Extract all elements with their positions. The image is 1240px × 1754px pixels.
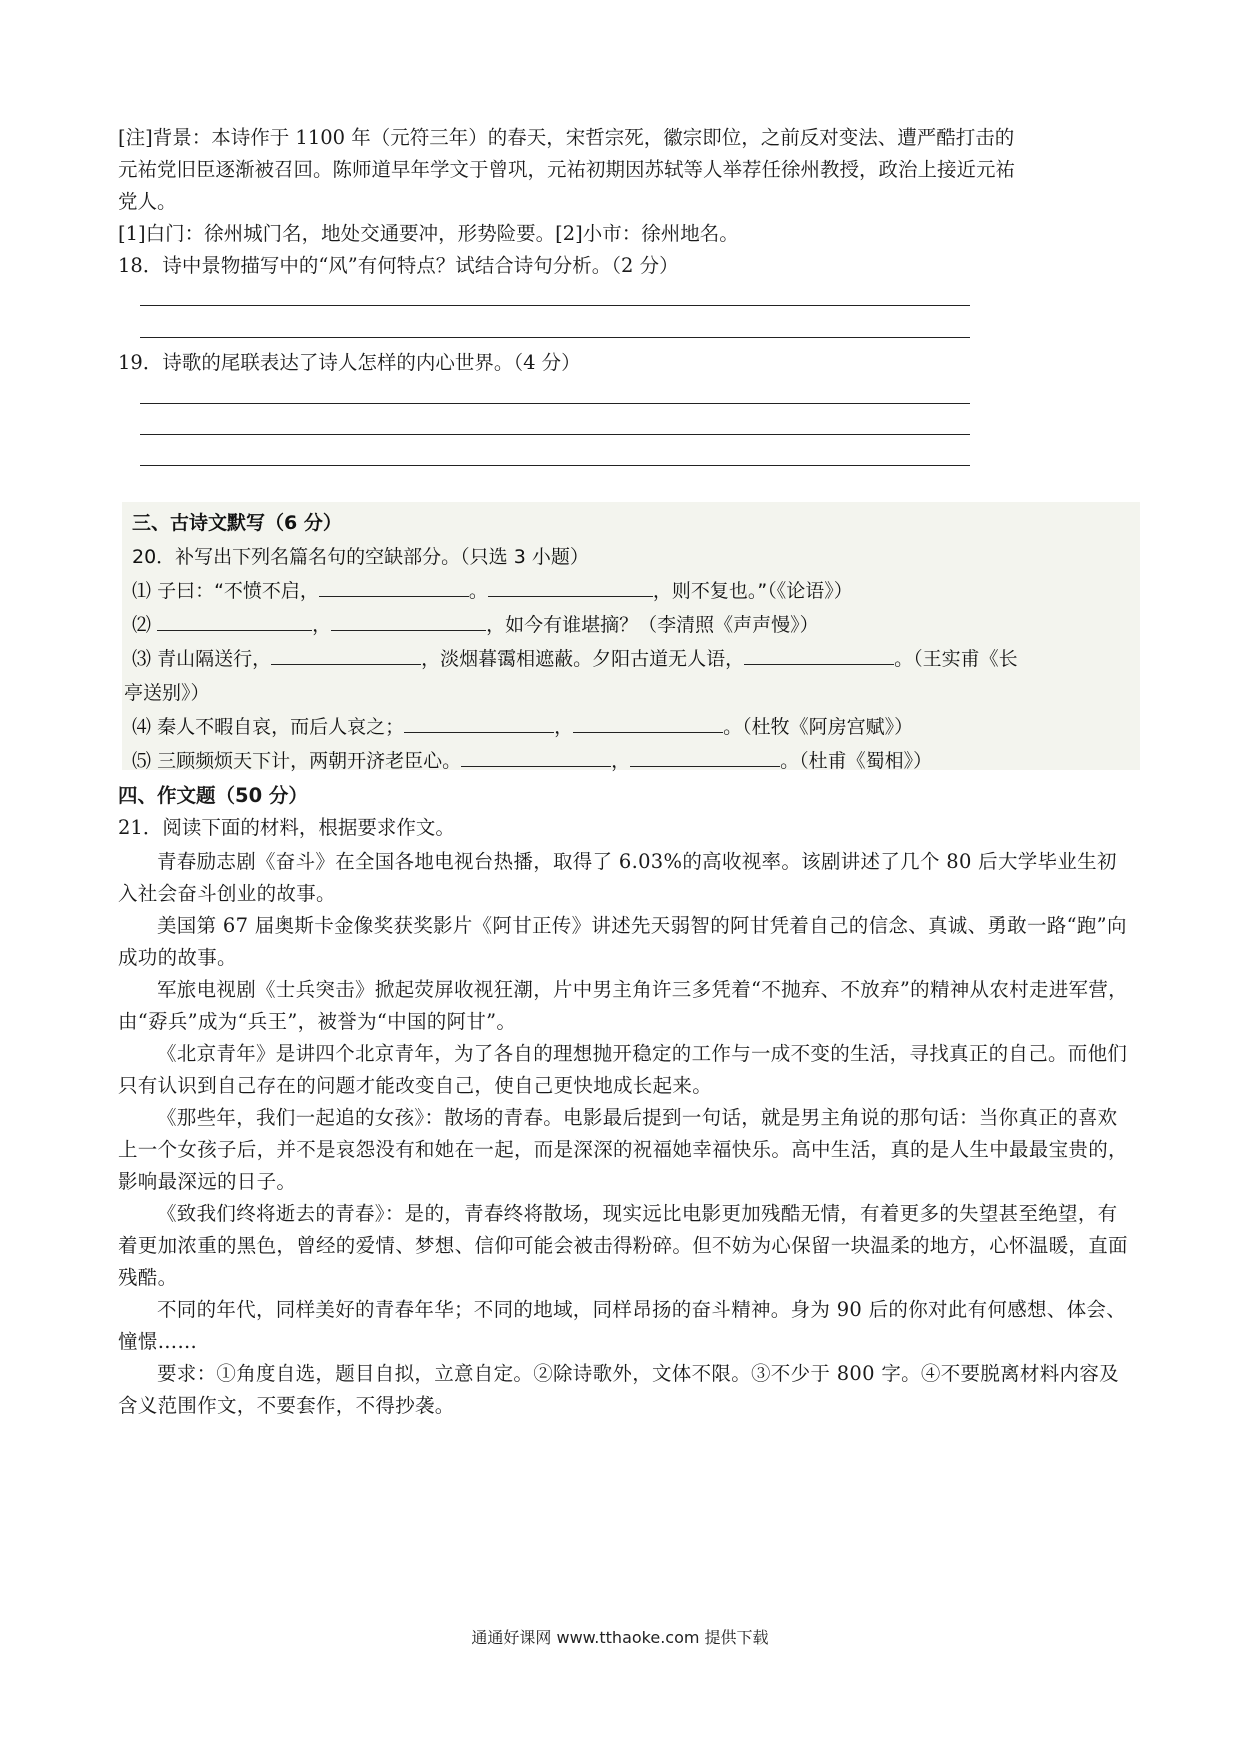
item-number: ⑵ <box>132 614 152 636</box>
note-line: [1]白门：徐州城门名，地处交通要冲，形势险要。[2]小市：徐州地名。 <box>118 222 739 245</box>
material-paragraph: 《致我们终将逝去的青春》：是的，青春终将散场，现实远比电影更加残酷无情，有着更多的失望甚至绝望，有着更加浓重的黑色，曾经的爱情、梦想、信仰可能会被击得粉碎。但不妨为心保留一块温柔的地方，心怀温暖，直面残酷。 <box>118 1202 1128 1289</box>
item-text: 。（杜甫《蜀相》） <box>780 750 933 772</box>
answer-line[interactable] <box>140 403 970 404</box>
item-number: ⑴ <box>132 580 152 602</box>
section-3-title: 三、古诗文默写（6 分） <box>132 512 342 534</box>
recite-item-1 <box>132 574 1132 608</box>
requirements: 要求：①角度自选，题目自拟，立意自定。②除诗歌外，文体不限。③不少于 800 字。④不要脱离材料内容及含义范围作文，不要套作，不得抄袭。 <box>118 1362 1119 1417</box>
item-text: ，淡烟暮霭相遮蔽。夕阳古道无人语， <box>421 648 745 670</box>
fill-blank[interactable] <box>488 574 653 597</box>
fill-blank[interactable] <box>331 608 486 631</box>
fill-blank[interactable] <box>630 744 780 767</box>
material-paragraph: 军旅电视剧《士兵突击》掀起荧屏收视狂潮，片中男主角许三多凭着“不抛弃、不放弃”的精神从农村走进军营，由“孬兵”成为“兵王”，被誉为“中国的阿甘”。 <box>118 978 1128 1033</box>
essay-material <box>118 846 1130 1422</box>
item-text: ， <box>611 750 631 772</box>
page-footer: 通通好课网 www.tthaoke.com 提供下载 <box>471 1628 769 1647</box>
material-paragraph: 美国第 67 届奥斯卡金像奖获奖影片《阿甘正传》讲述先天弱智的阿甘凭着自己的信念、真诚、勇敢一路“跑”向成功的故事。 <box>118 914 1127 969</box>
item-number: ⑶ <box>132 648 152 670</box>
fill-blank[interactable] <box>744 642 894 665</box>
item-text: 青山隔送行， <box>157 648 272 670</box>
answer-line[interactable] <box>140 465 970 466</box>
item-text: 。（杜牧《阿房宫赋》） <box>723 716 914 738</box>
question-18: 18．诗中景物描写中的“风”有何特点？试结合诗句分析。（2 分） <box>118 254 679 277</box>
item-number: ⑷ <box>132 716 152 738</box>
note-line: 党人。 <box>118 190 177 213</box>
answer-line[interactable] <box>140 434 970 435</box>
item-number: ⑸ <box>132 750 152 772</box>
fill-blank[interactable] <box>157 608 312 631</box>
material-paragraph: 不同的年代，同样美好的青春年华；不同的地域，同样昂扬的奋斗精神。身为 90 后的你对此有何感想、体会、憧憬…… <box>118 1298 1127 1353</box>
note-line: [注]背景：本诗作于 1100 年（元符三年）的春天，宋哲宗死，徽宗即位，之前反对变法、遭严酷打击的 <box>118 126 1015 149</box>
item-text: 子曰：“不愤不启， <box>157 580 319 602</box>
recite-item-5 <box>132 744 1132 778</box>
answer-line[interactable] <box>140 337 970 338</box>
question-21: 21．阅读下面的材料，根据要求作文。 <box>118 816 455 839</box>
question-19: 19．诗歌的尾联表达了诗人怎样的内心世界。（4 分） <box>118 351 581 374</box>
item-text: 。 <box>468 580 488 602</box>
item-text: 三顾频烦天下计，两朝开济老臣心。 <box>157 750 462 772</box>
poem-note <box>118 122 1128 250</box>
recite-item-3 <box>132 642 1132 676</box>
section-4-title: 四、作文题（50 分） <box>118 784 308 807</box>
item-text: 。（王实甫《长 <box>894 648 1018 670</box>
item-text: ， <box>312 614 332 636</box>
item-text: ， <box>554 716 574 738</box>
recite-item-4 <box>132 710 1132 744</box>
material-paragraph: 《北京青年》是讲四个北京青年，为了各自的理想抛开稳定的工作与一成不变的生活，寻找真正的自己。而他们只有认识到自己存在的问题才能改变自己，使自己更快地成长起来。 <box>118 1042 1128 1097</box>
section-3-box <box>122 502 1140 770</box>
note-line: 元祐党旧臣逐渐被召回。陈师道早年学文于曾巩，元祐初期因苏轼等人举荐任徐州教授，政治上接近元祐 <box>118 158 1016 181</box>
item-text: ，如今有谁堪摘？（李清照《声声慢》） <box>486 614 819 636</box>
fill-blank[interactable] <box>573 710 723 733</box>
fill-blank[interactable] <box>461 744 611 767</box>
recite-item-3-cont: 亭送别》） <box>124 682 210 704</box>
question-20: 20．补写出下列名篇名句的空缺部分。（只选 3 小题） <box>132 546 589 568</box>
fill-blank[interactable] <box>404 710 554 733</box>
material-paragraph: 《那些年，我们一起追的女孩》：散场的青春。电影最后提到一句话，就是男主角说的那句话：当你真正的喜欢上一个女孩子后，并不是哀怨没有和她在一起，而是深深的祝福她幸福快乐。高中生活，真的是人生中最最宝贵的，影响最深远的日子。 <box>118 1106 1128 1193</box>
fill-blank[interactable] <box>271 642 421 665</box>
answer-line[interactable] <box>140 305 970 306</box>
item-text: 秦人不暇自哀，而后人哀之； <box>157 716 405 738</box>
fill-blank[interactable] <box>319 574 469 597</box>
material-paragraph: 青春励志剧《奋斗》在全国各地电视台热播，取得了 6.03%的高收视率。该剧讲述了几个 80 后大学毕业生初入社会奋斗创业的故事。 <box>118 850 1117 905</box>
item-text: ，则不复也。”（《论语》） <box>652 580 853 602</box>
recite-item-2 <box>132 608 1132 642</box>
